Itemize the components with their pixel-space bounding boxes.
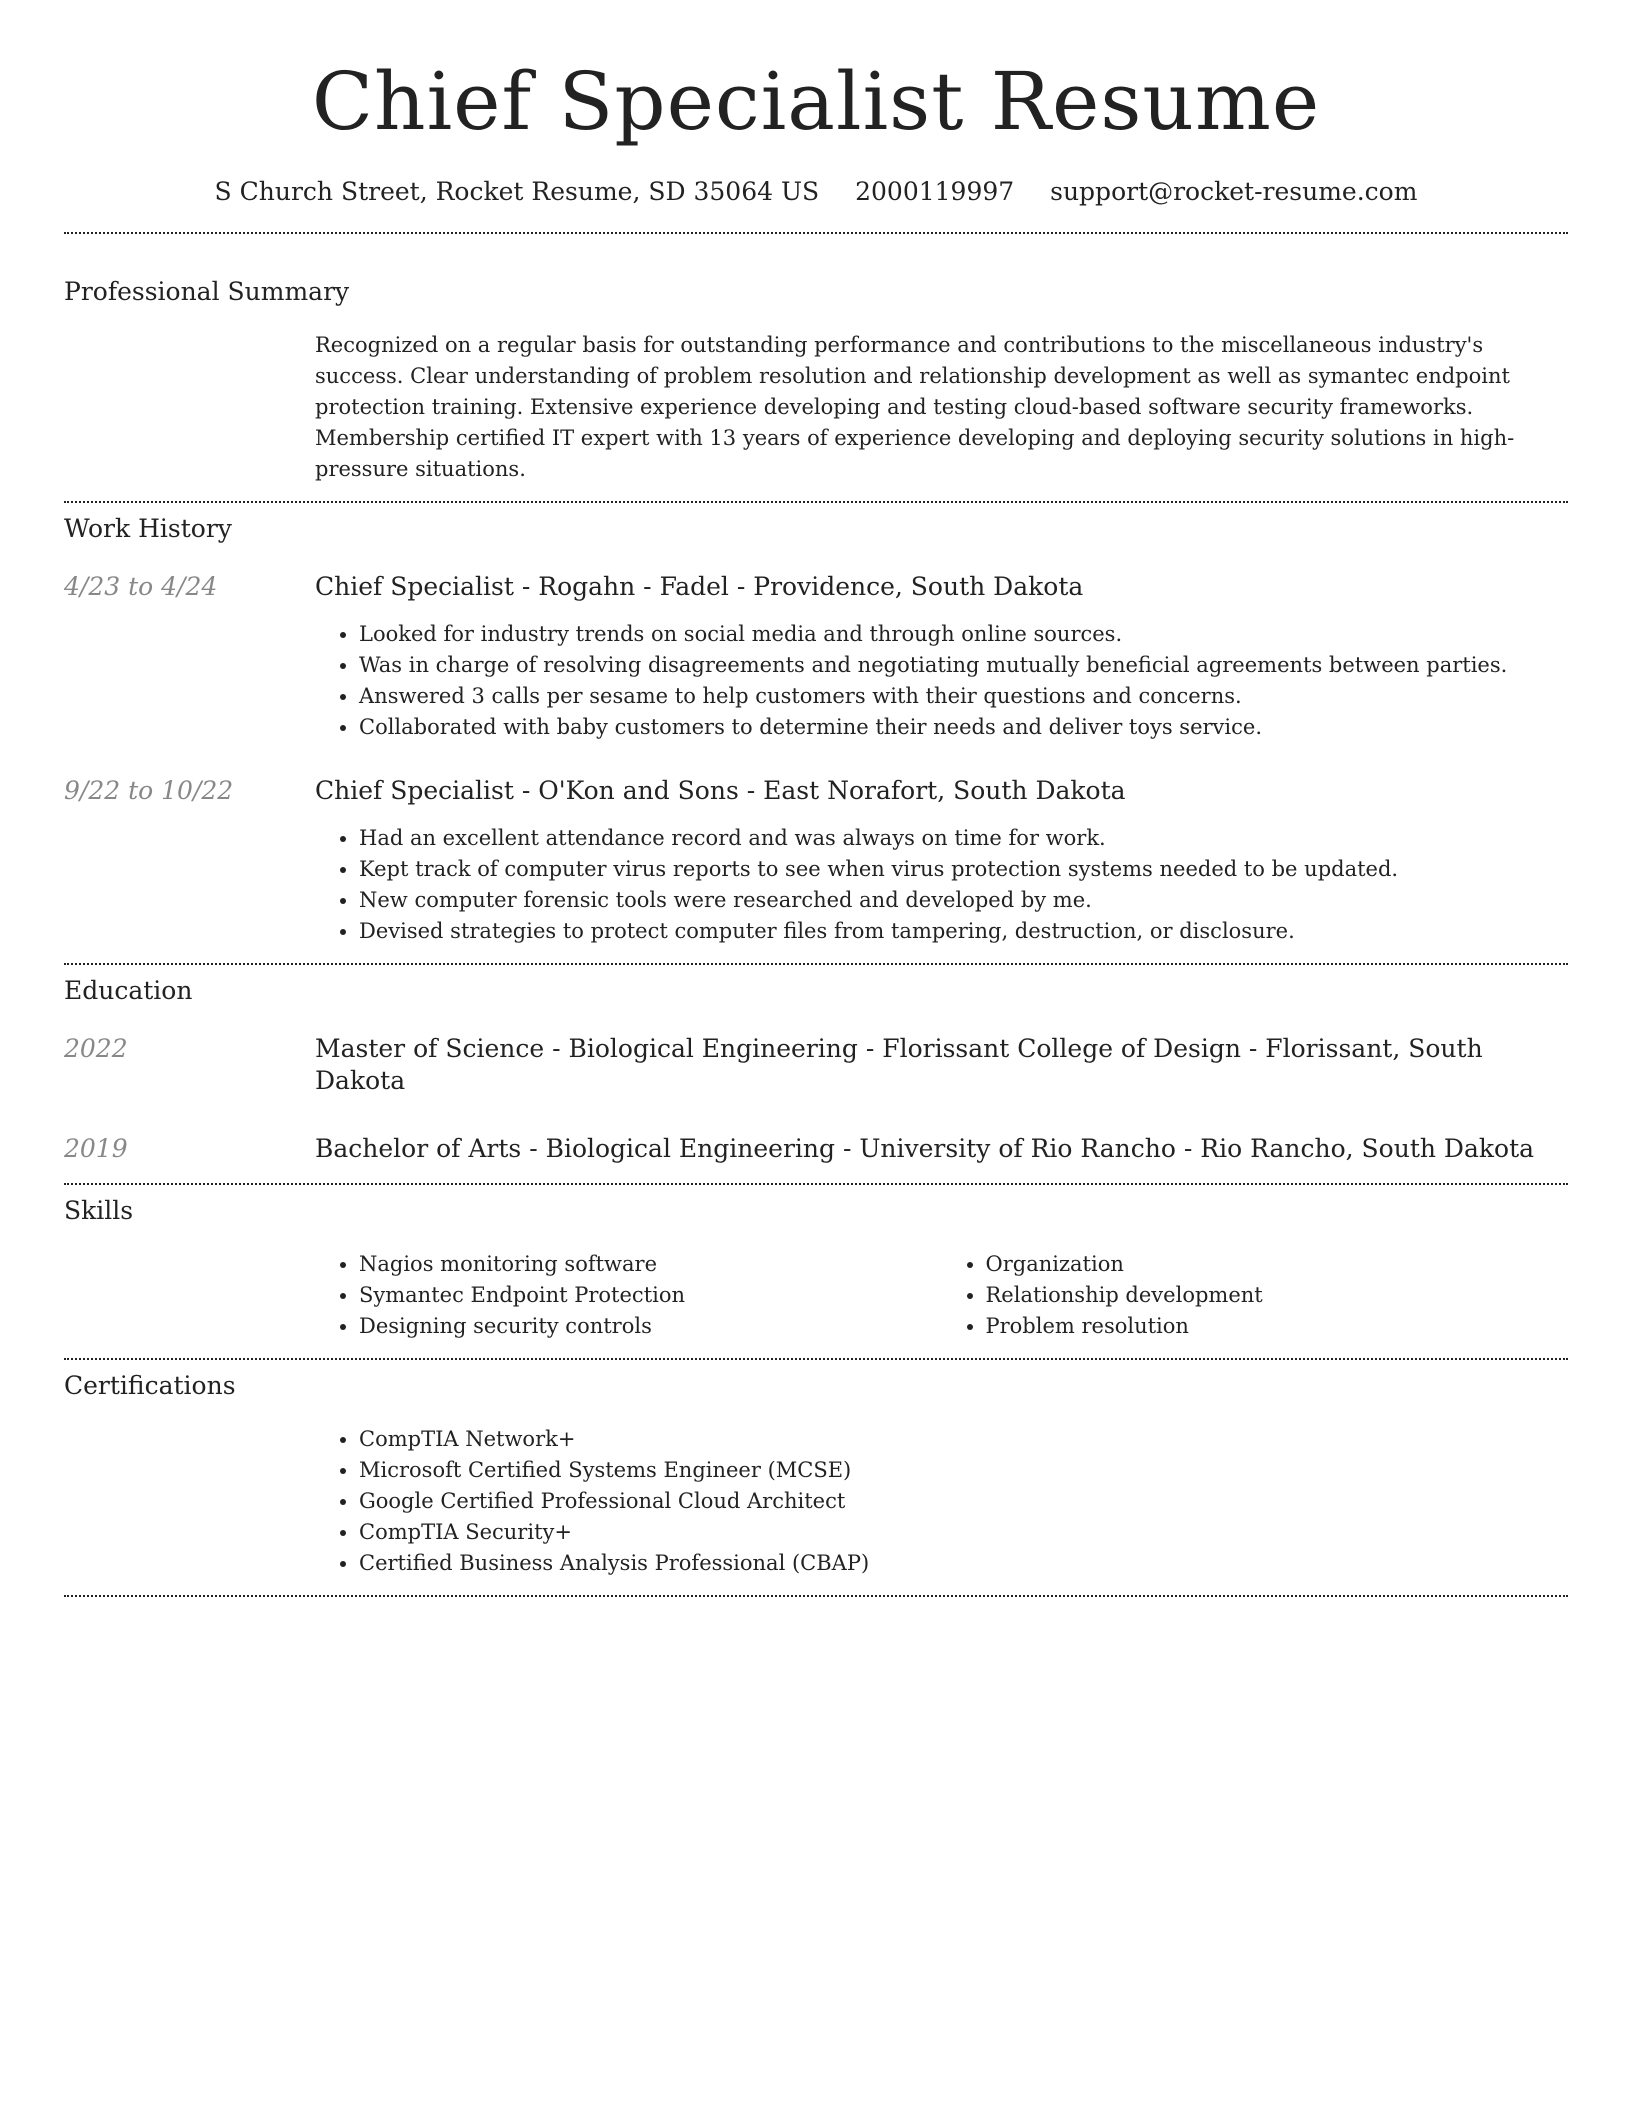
list-item: • Certified Business Analysis Professional (CBAP) (359, 1548, 1568, 1579)
list-item: • Organization (986, 1249, 1569, 1280)
contact-email: support@rocket-resume.com (1050, 177, 1418, 206)
contact-address: S Church Street, Rocket Resume, SD 35064 US (214, 177, 820, 206)
certifications-list (315, 1424, 1568, 1579)
contact-line (64, 176, 1568, 208)
list-item: • New computer forensic tools were researched and developed by me. (359, 885, 1568, 916)
education-entry (64, 1133, 1568, 1165)
list-item: • Was in charge of resolving disagreements and negotiating mutually beneficial agreements between parties. (359, 650, 1568, 681)
job-title: Chief Specialist - Rogahn - Fadel - Providence, South Dakota (315, 572, 1084, 601)
list-item: • Microsoft Certified Systems Engineer (MCSE) (359, 1455, 1568, 1486)
education-entry (64, 1033, 1568, 1097)
contact-phone: 2000119997 (855, 177, 1015, 206)
summary-heading: Professional Summary (64, 277, 350, 306)
list-item: • Collaborated with baby customers to determine their needs and deliver toys service. (359, 712, 1568, 743)
work-history-section (64, 503, 1568, 947)
summary-section (64, 234, 1568, 485)
job-dates: 4/23 to 4/24 (64, 572, 218, 601)
job-bullets (315, 823, 1568, 947)
job-entry (64, 571, 1568, 743)
work-history-heading: Work History (64, 514, 232, 543)
list-item: • Google Certified Professional Cloud Architect (359, 1486, 1568, 1517)
resume-page (64, 0, 1568, 1597)
education-degree: Master of Science - Biological Engineering - Florissant College of Design - Florissant, South Dakota (315, 1034, 1483, 1095)
certifications-section (64, 1360, 1568, 1579)
skills-list (315, 1249, 942, 1342)
section-divider (64, 1595, 1568, 1597)
education-degree: Bachelor of Arts - Biological Engineering - University of Rio Rancho - Rio Rancho, South Dakota (315, 1134, 1535, 1163)
list-item: • Relationship development (986, 1280, 1569, 1311)
list-item: • Designing security controls (359, 1311, 942, 1342)
list-item: • Had an excellent attendance record and was always on time for work. (359, 823, 1568, 854)
list-item: • CompTIA Security+ (359, 1517, 1568, 1548)
education-heading: Education (64, 976, 193, 1005)
job-title: Chief Specialist - O'Kon and Sons - East Norafort, South Dakota (315, 776, 1126, 805)
list-item: • Symantec Endpoint Protection (359, 1280, 942, 1311)
list-item: • Kept track of computer virus reports to see when virus protection systems needed to be updated. (359, 854, 1568, 885)
education-section (64, 965, 1568, 1165)
list-item: • CompTIA Network+ (359, 1424, 1568, 1455)
skills-heading: Skills (64, 1196, 134, 1225)
job-dates: 9/22 to 10/22 (64, 776, 234, 805)
list-item: • Devised strategies to protect computer files from tampering, destruction, or disclosure. (359, 916, 1568, 947)
job-bullets (315, 619, 1568, 743)
skills-list (942, 1249, 1569, 1342)
skills-section (64, 1185, 1568, 1342)
resume-title: Chief Specialist Resume (311, 55, 1321, 148)
education-year: 2022 (64, 1034, 128, 1063)
list-item: • Nagios monitoring software (359, 1249, 942, 1280)
list-item: • Answered 3 calls per sesame to help customers with their questions and concerns. (359, 681, 1568, 712)
certifications-heading: Certifications (64, 1371, 236, 1400)
job-entry (64, 775, 1568, 947)
summary-text: Recognized on a regular basis for outstanding performance and contributions to the miscellaneous industry's success. Clear understanding of problem resolution and relationship development as well as symantec endpoint protection training. Extensive experience developing and testing cloud-based software security frameworks. Membership certified IT expert with 13 years of experience developing and deploying security solutions in high-pressure situations. (315, 333, 1515, 481)
list-item: • Looked for industry trends on social media and through online sources. (359, 619, 1568, 650)
education-year: 2019 (64, 1134, 128, 1163)
list-item: • Problem resolution (986, 1311, 1569, 1342)
